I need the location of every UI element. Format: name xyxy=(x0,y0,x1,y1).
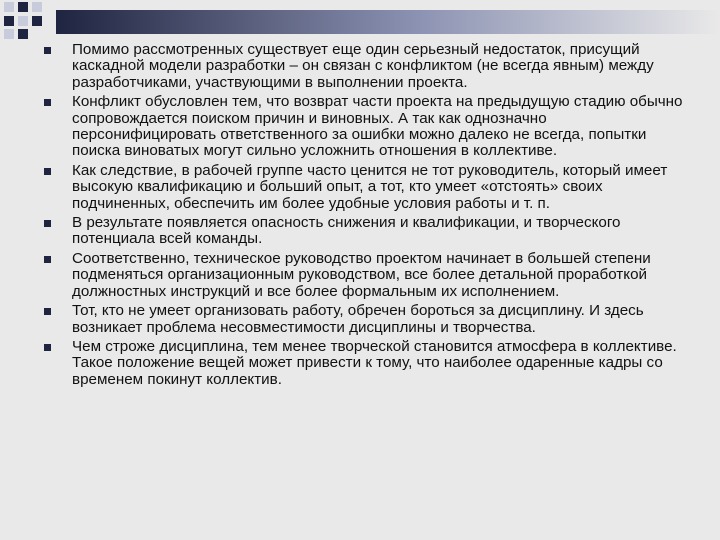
decorative-top-bar xyxy=(56,10,720,34)
bullet-text: В результате появляется опасность снижения и квалификации, и творческого потенциала всей команды. xyxy=(72,214,621,248)
bullet-text: Помимо рассмотренных существует еще один серьезный недостаток, присущий каскадной модели разработки – он связан с конфликтом (не всегда явным) между разработчиками, участвующими в выполнении проекта. xyxy=(72,41,654,91)
bullet-text: Соответственно, техническое руководство проектом начинает в большей степени подменяться организационным руководством, все более детальной проработкой должностных инструкций и все более формальным их исполнением. xyxy=(72,249,651,300)
list-item xyxy=(44,303,684,336)
square-bullet-icon xyxy=(44,168,51,175)
list-item xyxy=(44,42,684,91)
bullet-text: Конфликт обусловлен тем, что возврат части проекта на предыдущую стадию обычно сопровождается поиском причин и виновных. А так как однозначно персонифицировать ответственного за ошибки можно далеко не всегда, попытки поиска виноватых могут сильно усложнить отношения в коллективе. xyxy=(72,93,683,160)
list-item xyxy=(44,251,684,300)
bullet-text: Как следствие, в рабочей группе часто ценится не тот руководитель, который имеет высокую квалификацию и больший опыт, а тот, кто умеет «отстоять» своих подчиненных, обеспечить им более удобные условия работы и т. п. xyxy=(72,161,668,212)
bullet-text: Тот, кто не умеет организовать работу, обречен бороться за дисциплину. И здесь возникает проблема несовместимости дисциплины и творчества. xyxy=(72,302,644,336)
square-bullet-icon xyxy=(44,344,51,351)
square-bullet-icon xyxy=(44,99,51,106)
decorative-squares-graphic xyxy=(0,0,60,40)
square-bullet-icon xyxy=(44,220,51,227)
square-bullet-icon xyxy=(44,47,51,54)
bullet-list-container xyxy=(44,42,684,391)
list-item xyxy=(44,94,684,160)
square-bullet-icon xyxy=(44,256,51,263)
bullet-text: Чем строже дисциплина, тем менее творческой становится атмосфера в коллективе. Такое положение вещей может привести к тому, что наиболее одаренные кадры со временем покинут коллектив. xyxy=(72,337,677,388)
square-bullet-icon xyxy=(44,308,51,315)
list-item xyxy=(44,339,684,388)
list-item xyxy=(44,215,684,248)
list-item xyxy=(44,163,684,212)
bullet-list xyxy=(44,42,684,388)
